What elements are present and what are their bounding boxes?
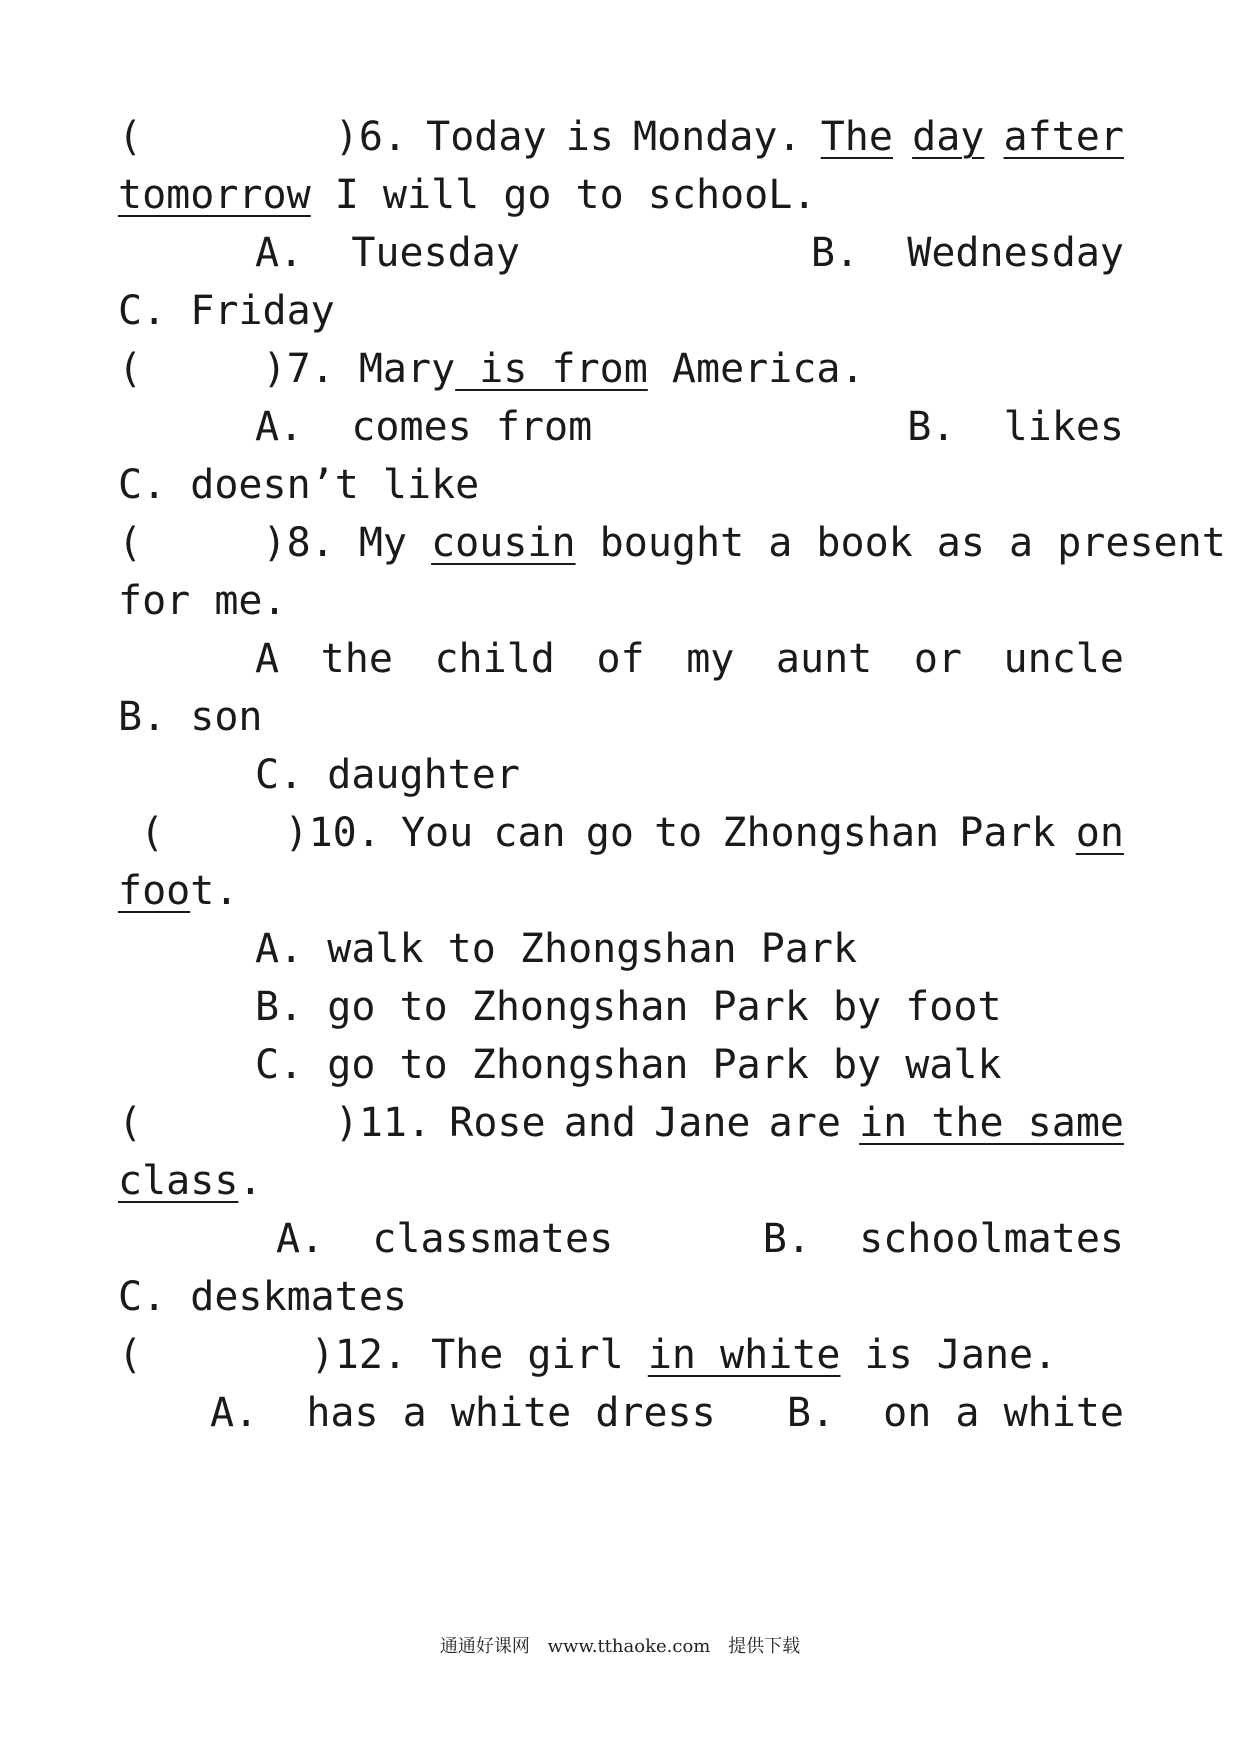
- q8-option-c: C. daughter: [255, 752, 520, 798]
- q11-word: Jane: [654, 1100, 751, 1146]
- q6-option-b: B. Wednesday: [810, 230, 1124, 276]
- q12-option-b: B. on a white: [786, 1390, 1124, 1436]
- q10-option-a: A. walk to Zhongshan Park: [255, 926, 858, 972]
- q10-word: Park: [959, 810, 1056, 856]
- q10-word: to: [654, 810, 703, 856]
- question-10-line-2: [118, 858, 1124, 924]
- q11-text: .: [238, 1158, 263, 1204]
- q6-word: is: [565, 114, 614, 160]
- q12-text: The girl: [406, 1332, 648, 1378]
- q8-option-a-word: child: [434, 636, 555, 682]
- q11-option-b: B. schoolmates: [762, 1216, 1124, 1262]
- question-6-line-1: [118, 104, 1124, 170]
- q7-text: America.: [647, 346, 865, 392]
- q10-text: t.: [190, 868, 239, 914]
- q8-text: bought a book as a present: [575, 520, 1226, 566]
- q6-word: Monday.: [633, 114, 802, 160]
- q7-option-b: B. likes: [907, 404, 1124, 450]
- question-11-line-1: [118, 1090, 1124, 1156]
- question-7-line-1: [118, 336, 1124, 402]
- q10-option-c: C. go to Zhongshan Park by walk: [255, 1042, 1002, 1088]
- q11-underlined-phrase: in the same: [859, 1100, 1124, 1146]
- question-10-line-1: [140, 800, 1124, 866]
- question-6-line-2: [118, 162, 1124, 228]
- footer-url[interactable]: www.tthaoke.com: [547, 1636, 711, 1657]
- q7-options-ab: [255, 394, 1124, 460]
- q6-option-a: A. Tuesday: [255, 230, 520, 276]
- q12-paren: ( )12.: [118, 1332, 407, 1378]
- q11-underlined-word: class: [118, 1158, 239, 1204]
- footer-site-name: 通通好课网: [439, 1636, 530, 1657]
- q7-option-c: C. doesn’t like: [118, 462, 480, 508]
- q6-text: I will go to schooL.: [310, 172, 817, 218]
- q11-word: and: [563, 1100, 636, 1146]
- q11-options-ab: [276, 1206, 1124, 1272]
- q12-text: is Jane.: [840, 1332, 1058, 1378]
- q11-word: Rose: [449, 1100, 546, 1146]
- q8-line-2: for me.: [118, 578, 287, 624]
- q6-word: Today: [426, 114, 547, 160]
- q8-option-a-word: my: [686, 636, 735, 682]
- q10-underlined-word: on: [1075, 810, 1124, 856]
- q10-word: You: [400, 810, 474, 856]
- q8-option-a: [255, 626, 1124, 692]
- q11-option-c: C. deskmates: [118, 1274, 407, 1320]
- q8-option-a-word: uncle: [1003, 636, 1124, 682]
- q12-underlined-phrase: in white: [647, 1332, 841, 1378]
- q8-option-a-word: aunt: [775, 636, 873, 682]
- q11-paren: ( )11.: [118, 1100, 432, 1146]
- q6-option-c: C. Friday: [118, 288, 335, 334]
- page-footer: [0, 1632, 1240, 1658]
- q11-word: are: [768, 1100, 841, 1146]
- q10-word: can: [493, 810, 566, 856]
- q10-word: go: [585, 810, 634, 856]
- q8-option-b: B. son: [118, 694, 263, 740]
- q8-paren: ( )8.: [118, 520, 335, 566]
- q12-option-a: A. has a white dress: [210, 1390, 716, 1436]
- q6-underlined-word: after: [1003, 114, 1124, 160]
- q7-option-a: A. comes from: [255, 404, 593, 450]
- q10-word: Zhongshan: [722, 810, 940, 856]
- question-12-line-1: [118, 1322, 1124, 1388]
- q12-options-ab: [210, 1380, 1124, 1446]
- q8-option-a-word: or: [913, 636, 962, 682]
- q6-underlined-word: The: [820, 114, 893, 160]
- q10-paren: ( )10.: [140, 810, 381, 856]
- footer-note: 提供下载: [728, 1636, 801, 1657]
- q8-text: My: [334, 520, 432, 566]
- q8-underlined-word: cousin: [431, 520, 576, 566]
- q8-option-a-word: A: [255, 636, 280, 682]
- question-11-line-2: [118, 1148, 1124, 1214]
- q7-paren: ( )7.: [118, 346, 335, 392]
- q8-option-a-word: of: [596, 636, 645, 682]
- q6-underlined-word: tomorrow: [118, 172, 311, 218]
- question-8-line-1: [118, 510, 1226, 576]
- q7-underlined-phrase: is from: [455, 346, 648, 392]
- q6-paren: ( )6.: [118, 114, 407, 160]
- q7-text: Mary: [334, 346, 456, 392]
- q8-option-a-word: the: [320, 636, 393, 682]
- q6-options-ab: [255, 220, 1124, 286]
- q11-option-a: A. classmates: [276, 1216, 614, 1262]
- q6-underlined-word: day: [912, 114, 985, 160]
- q10-underlined-word: foo: [118, 868, 191, 914]
- q10-option-b: B. go to Zhongshan Park by foot: [255, 984, 1002, 1030]
